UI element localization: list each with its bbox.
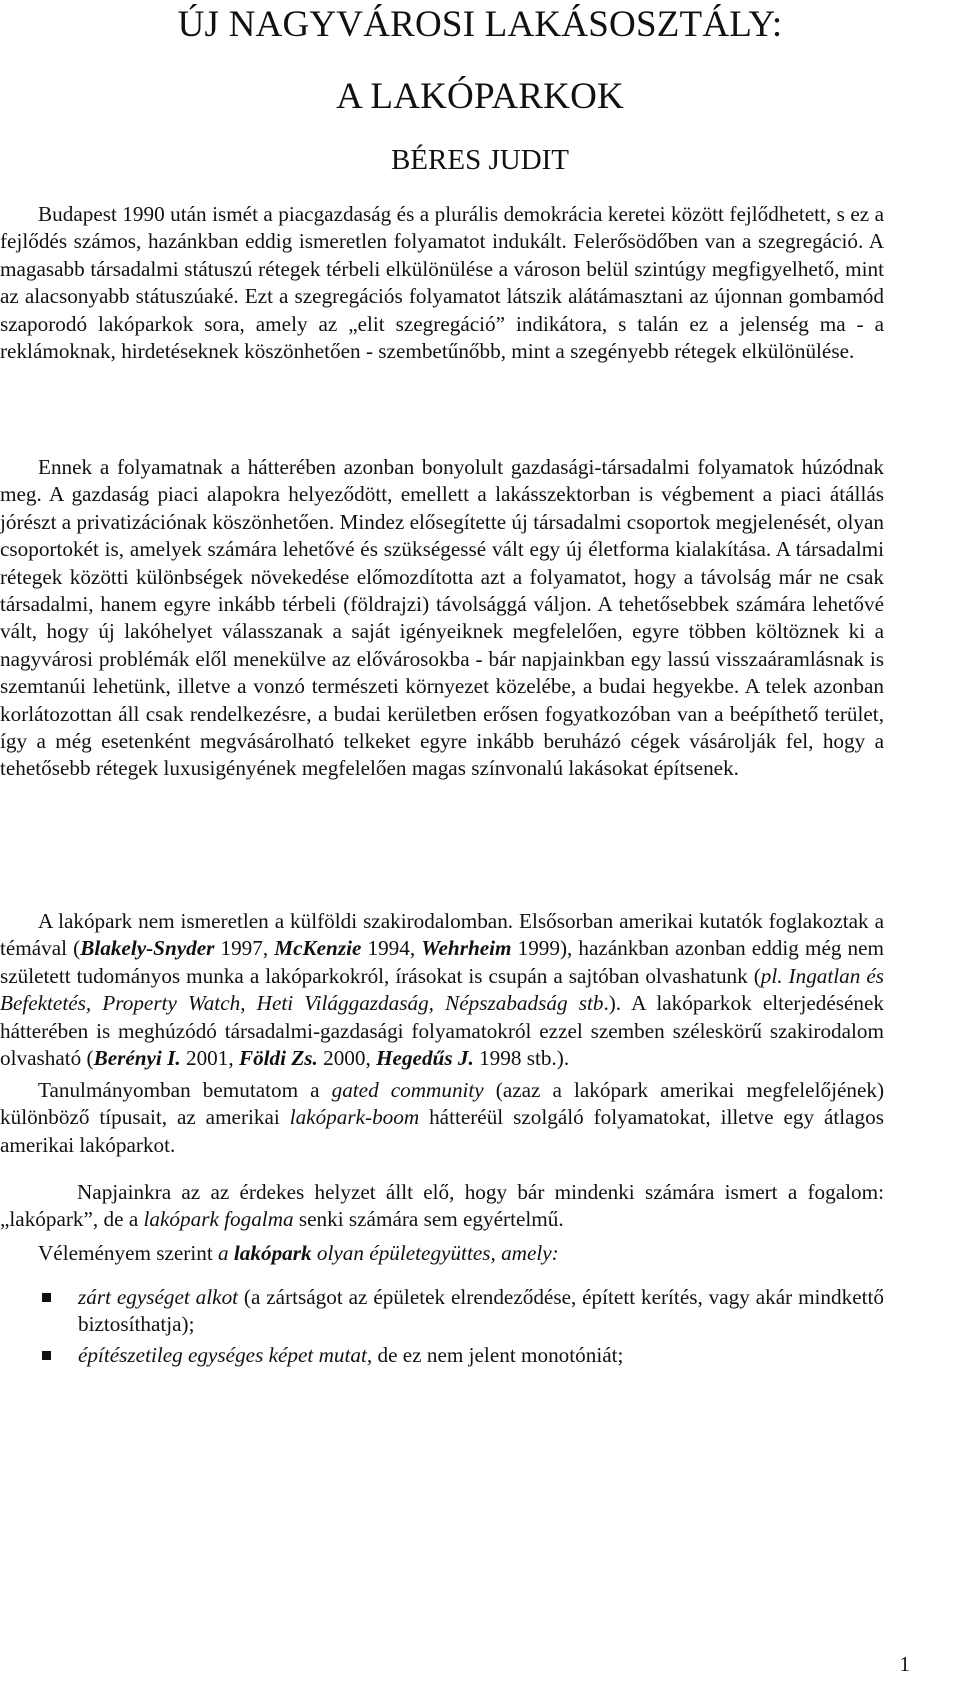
document-subtitle: A LAKÓPARKOK: [336, 76, 624, 117]
paragraph-intro: Budapest 1990 után ismét a piacgazdaság és a plurális demokrácia keretei között fejlődhetett, s ez a fejlődés számos, hazánkban eddig ismeretlen folyamatot indukált. Felerősödőben van a szegregáció. A magasabb társadalmi státuszú rétegek térbeli elkülönülése a városon belül szintúgy megfigyelhető, mint az alacsonyabb státuszúaké. Ezt a szegregációs folyamatot látszik alátámasztani az újonnan gombamód szaporodó lakóparkok sora, amely az „elit szegregáció” indikátora, s talán ez a jelenség ma - a reklámoknak, hirdetéseknek köszönhetően - szembetűnőbb, mint a szegényebb rétegek elkülönülése.: [0, 202, 884, 364]
italic-term: gated community: [331, 1078, 484, 1102]
press-sources: pl. Ingatlan és Befektetés, Property Watch, Heti Világgazdaság, Népszabadság stb: [0, 963, 884, 1016]
reference-author: Wehrheim: [421, 936, 512, 961]
text-span: 1999), hazánkban azonban eddig még nem született tudományos munka a lakóparkokról, írásokat is csupán a sajtóban olvashatunk (: [0, 936, 885, 988]
list-item: [0, 1342, 884, 1369]
text-span: de ez nem jelent monotóniát;: [372, 1342, 624, 1367]
reference-author: McKenzie: [274, 936, 362, 961]
author-name: BÉRES JUDIT: [390, 144, 570, 176]
paragraph-definition-problem: [0, 1179, 884, 1234]
text-span: 1998 stb.).: [473, 1046, 570, 1071]
italic-term: a: [218, 1241, 234, 1265]
bold-term: lakópark: [233, 1241, 312, 1265]
bullet-square-icon: [42, 1293, 51, 1302]
italic-term: építészetileg egységes képet mutat,: [78, 1342, 373, 1367]
text-span: Tanulmányomban bemutatom a: [38, 1078, 332, 1102]
text-span: 2000,: [317, 1046, 377, 1071]
page-number: 1: [899, 1652, 910, 1676]
italic-term: olyan épületegyüttes, amely:: [311, 1241, 559, 1265]
list-item: [0, 1284, 884, 1339]
bullet-square-icon: [42, 1351, 51, 1360]
text-span: 2001,: [180, 1046, 239, 1071]
text-span: hátteréül szolgáló folyamatokat, illetve egy átlagos amerikai lakóparkot.: [0, 1105, 884, 1157]
text-span: .). A lakóparkok elterjedésének hátterében is meghúzódó társadalmi-gazdasági folyamatokról ezzel szemben széleskörű szakirodalom olvasható (: [0, 991, 885, 1071]
text-span: Véleményem szerint: [38, 1241, 219, 1265]
text-span: (azaz a lakópark amerikai megfelelőjének) különböző típusait, az amerikai: [0, 1078, 885, 1130]
italic-term: zárt egységet alkot: [78, 1285, 239, 1309]
text-span: A lakópark nem ismeretlen a külföldi szakirodalomban. Elsősorban amerikai kutatók foglakoztak a témával (: [0, 909, 884, 961]
definition-list: [0, 1284, 884, 1369]
text-span: 1994,: [361, 936, 422, 961]
text-span: 1997,: [214, 936, 275, 961]
paragraph-background: Ennek a folyamatnak a hátterében azonban bonyolult gazdasági-társadalmi folyamatok húzódnak meg. A gazdaság piaci alapokra helyeződött, emellett a lakásszektorban is végbement a piaci átállás jórészt a privatizációnak köszönhetően. Mindez elősegítette új társadalmi csoportok megjelenését, olyan csoportokét is, amelyek számára lehetővé és szükségessé vált egy új életforma kialakítása. A társadalmi rétegek közötti különbségek növekedése előmozdította azt a folyamatot, hogy a távolság már ne csak társadalmi, hanem egyre inkább térbeli (földrajzi) távolsággá váljon. A tehetősebbek számára lehetővé vált, hogy új lakóhelyet válasszanak a saját igényeiknek megfelelően, egyre többen költöznek ki a nagyvárosi problémák elől menekülve az elővárosokba - bár napjainkban egy lassú visszaáramlásnak is szemtanúi lehetünk, illetve a vonzó természeti környezet közelébe, a budai hegyekbe. A telek azonban korlátozottan áll csak rendelkezésre, a budai kerületben erősen fogyatkozóban van a beépíthető terület, így a még esetenként megvásárolható telkeket egyre inkább beruházó cégek vásárolják fel, hogy a tehetősebb rétegek luxusigényének megfelelően magas színvonalú lakásokat építsenek.: [0, 455, 884, 781]
paragraph-literature: [0, 908, 884, 1072]
italic-term: lakópark fogalma: [143, 1207, 294, 1232]
reference-author: Hegedűs J.: [376, 1046, 474, 1071]
paragraph-study-outline: [0, 1077, 884, 1159]
text-span: senki számára sem egyértelmű.: [293, 1207, 564, 1232]
text-span: (a zártságot az épületek elrendeződése, épített kerítés, vagy akár mindkettő biztosíthatja);: [78, 1285, 884, 1337]
italic-term: lakópark-boom: [289, 1105, 420, 1130]
reference-author: Berényi I.: [93, 1046, 181, 1071]
reference-author: Földi Zs.: [238, 1046, 318, 1071]
paragraph-definition: [0, 1240, 884, 1267]
reference-author: Blakely-Snyder: [80, 936, 215, 961]
text-span: Napjainkra az az érdekes helyzet állt elő, hogy bár mindenki számára ismert a fogalom: „lakópark”, de a: [0, 1180, 884, 1232]
document-title: ÚJ NAGYVÁROSI LAKÁSOSZTÁLY:: [177, 4, 783, 45]
